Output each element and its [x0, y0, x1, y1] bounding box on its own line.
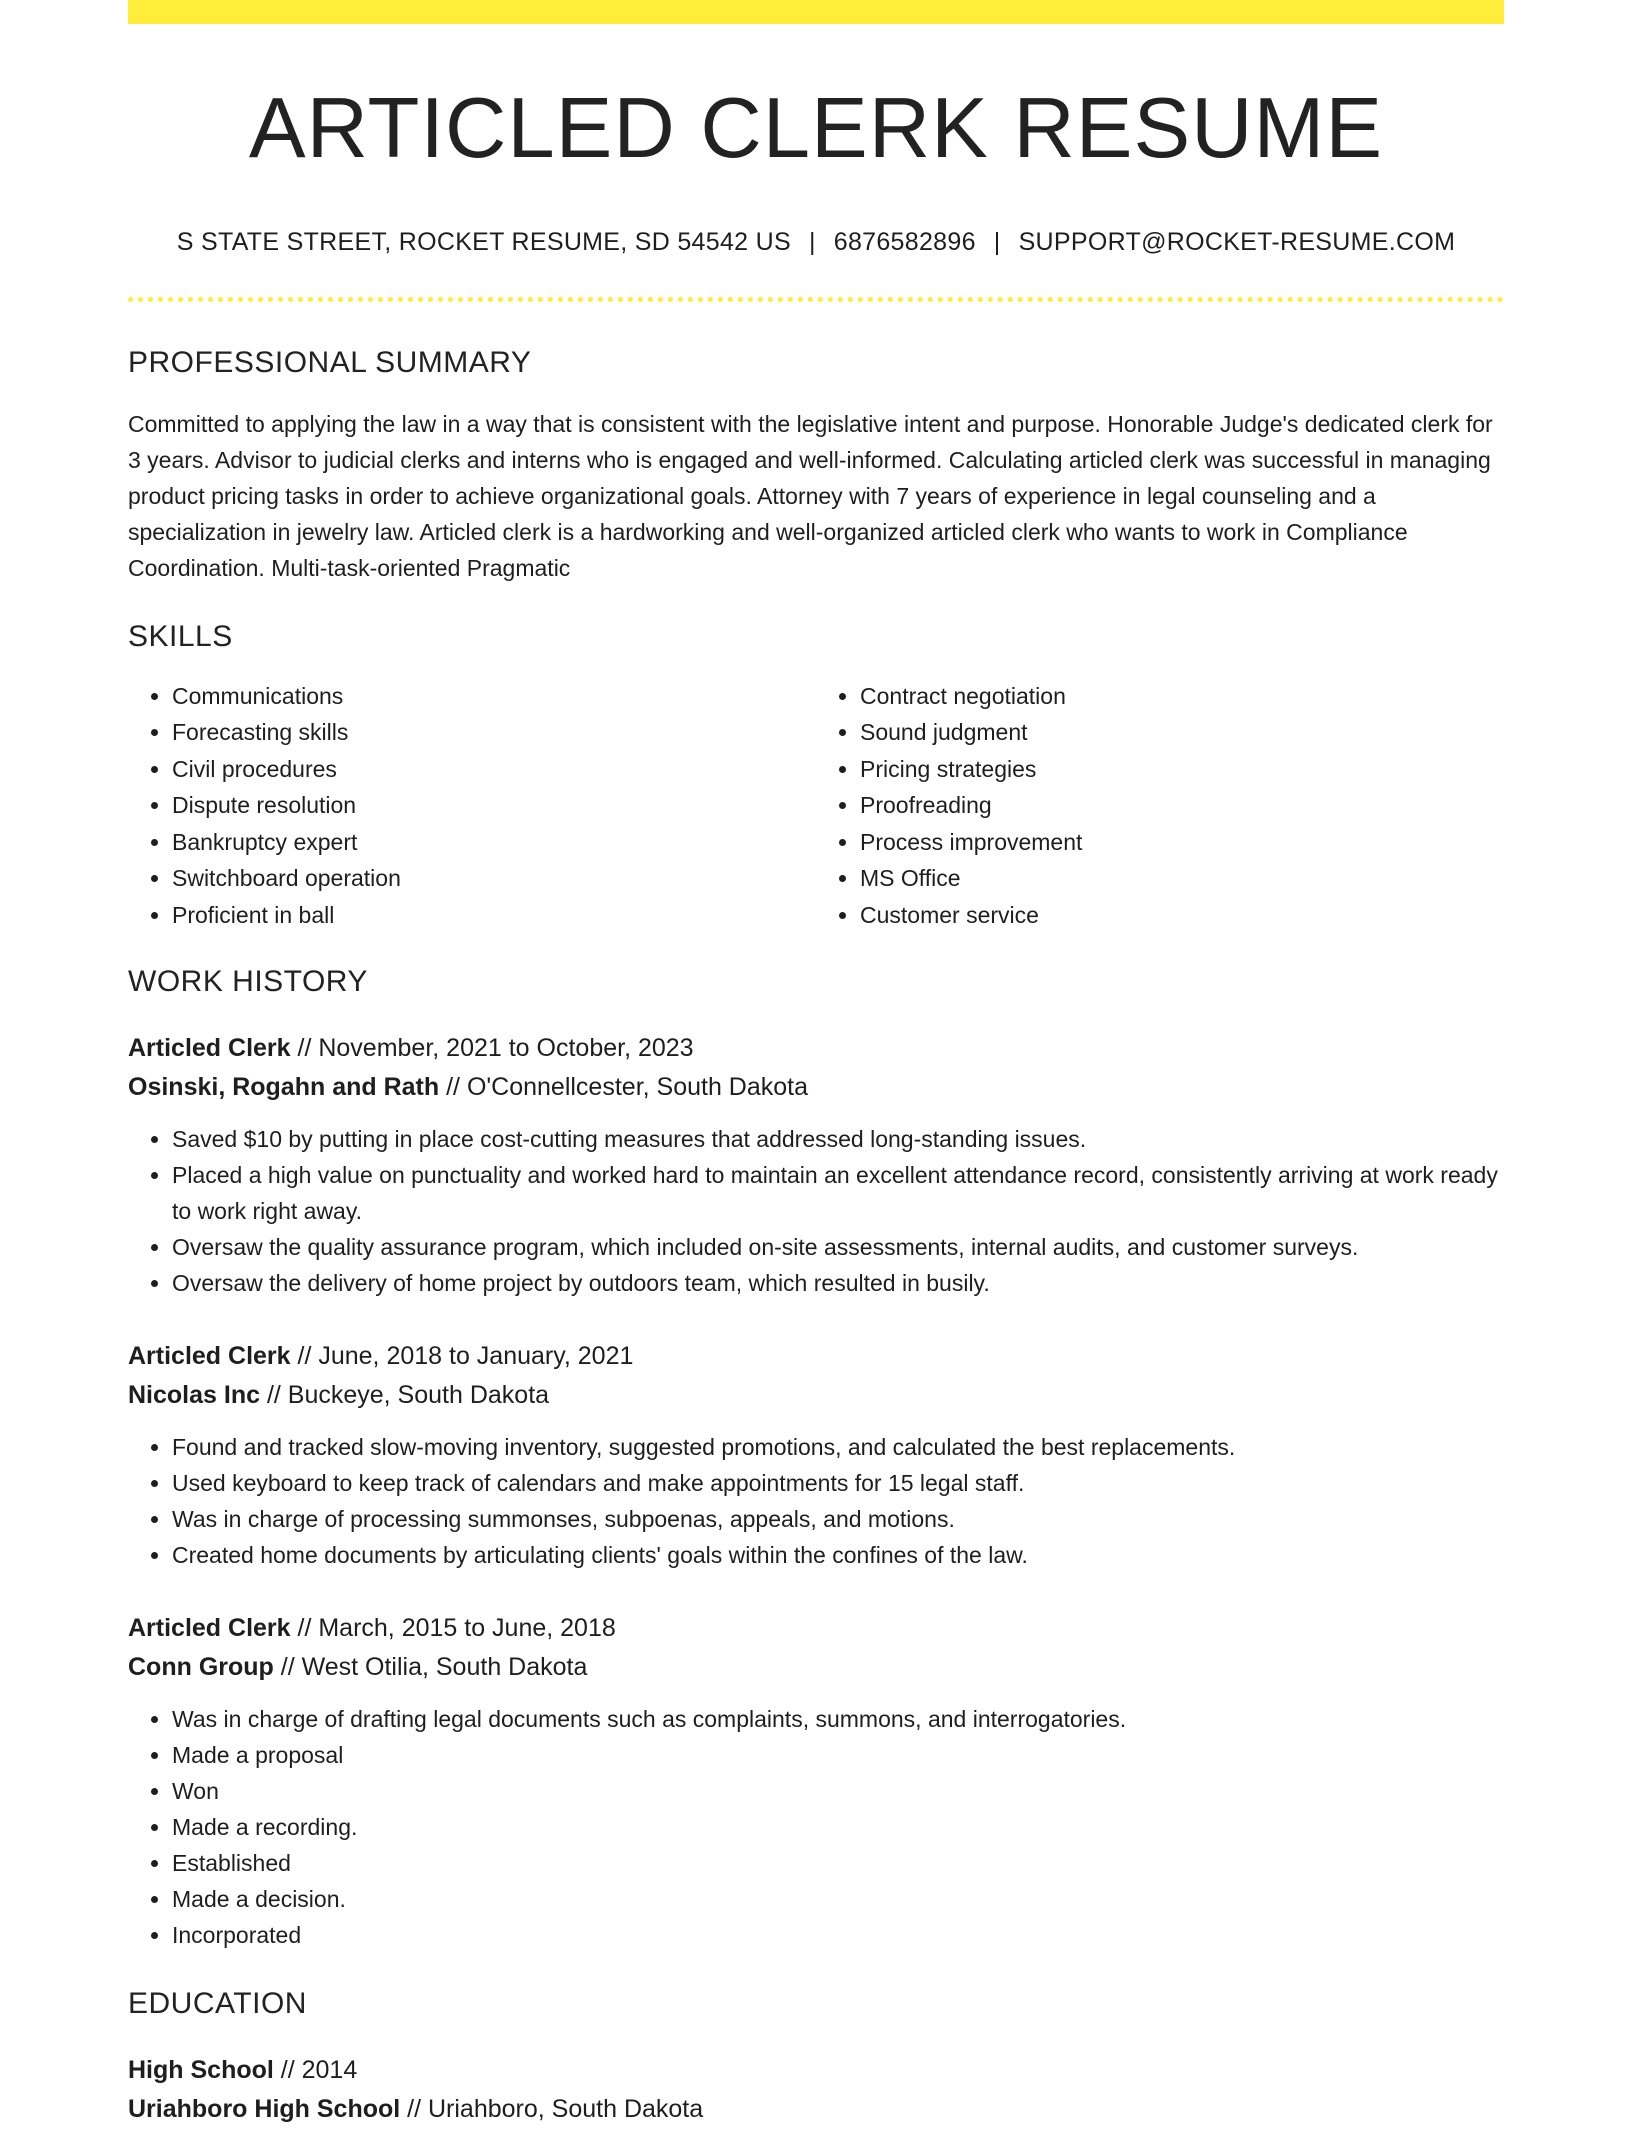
job-bullet: • Made a decision. [172, 1881, 1504, 1917]
contact-separator: | [993, 227, 1001, 256]
school-location: // Uriahboro, South Dakota [400, 2095, 704, 2123]
degree: High School [128, 2056, 274, 2084]
job-entry [128, 1337, 1504, 1573]
skill-item: • Dispute resolution [172, 787, 816, 824]
education-entry [128, 2051, 1504, 2129]
skills-heading: SKILLS [128, 619, 233, 653]
top-accent-bar [128, 0, 1504, 24]
skill-item: • Customer service [860, 897, 1504, 934]
skill-item: • Forecasting skills [172, 714, 816, 751]
resume-page [128, 0, 1504, 2129]
work-history-section [128, 965, 1504, 1953]
job-dates: // November, 2021 to October, 2023 [290, 1034, 694, 1062]
job-bullet: • Placed a high value on punctuality and worked hard to maintain an excellent attendance record, consistently arriving at work ready to work right away. [172, 1157, 1504, 1229]
job-bullets [128, 1701, 1504, 1953]
job-bullet: • Was in charge of drafting legal documents such as complaints, summons, and interrogatories. [172, 1701, 1504, 1737]
job-bullet: • Used keyboard to keep track of calendars and make appointments for 15 legal staff. [172, 1465, 1504, 1501]
job-bullet: • Saved $10 by putting in place cost-cutting measures that addressed long-standing issues. [172, 1121, 1504, 1157]
skill-item: • Proficient in ball [172, 897, 816, 934]
dotted-divider [128, 297, 1504, 302]
skills-list-right [816, 678, 1504, 934]
skill-item: • Sound judgment [860, 714, 1504, 751]
job-dates: // March, 2015 to June, 2018 [290, 1614, 616, 1642]
job-bullets [128, 1429, 1504, 1573]
job-entry [128, 1609, 1504, 1953]
skills-list-left [128, 678, 816, 934]
job-bullet: • Established [172, 1845, 1504, 1881]
job-bullet: • Oversaw the delivery of home project by outdoors team, which resulted in busily. [172, 1265, 1504, 1301]
job-bullet: • Found and tracked slow-moving inventory, suggested promotions, and calculated the best replacements. [172, 1429, 1504, 1465]
job-title-line [128, 1609, 1504, 1648]
skill-item: • Switchboard operation [172, 860, 816, 897]
email-link[interactable]: SUPPORT@ROCKET-RESUME.COM [1018, 227, 1456, 256]
job-bullet: • Won [172, 1773, 1504, 1809]
job-bullets [128, 1121, 1504, 1301]
skill-item: • MS Office [860, 860, 1504, 897]
job-company-line [128, 1068, 1504, 1107]
job-company-line [128, 1648, 1504, 1687]
graduation-year: // 2014 [273, 2056, 358, 2084]
job-title: Articled Clerk [128, 1342, 291, 1370]
page-title: ARTICLED CLERK RESUME [248, 81, 1384, 176]
phone-text: 6876582896 [833, 227, 976, 256]
skill-item: • Communications [172, 678, 816, 715]
job-company: Nicolas Inc [128, 1381, 260, 1409]
job-company: Conn Group [128, 1653, 274, 1681]
education-heading: EDUCATION [128, 1987, 307, 2020]
school-line [128, 2090, 1504, 2129]
skill-item: • Bankruptcy expert [172, 824, 816, 861]
address-text: S STATE STREET, ROCKET RESUME, SD 54542 US [176, 227, 791, 256]
skills-columns [128, 678, 1504, 934]
job-title-line [128, 1337, 1504, 1376]
job-title: Articled Clerk [128, 1614, 291, 1642]
job-location: // Buckeye, South Dakota [260, 1381, 550, 1409]
work-history-heading: WORK HISTORY [128, 965, 368, 998]
school-name: Uriahboro High School [128, 2095, 401, 2123]
job-bullet: • Made a proposal [172, 1737, 1504, 1773]
job-bullet: • Incorporated [172, 1917, 1504, 1953]
job-dates: // June, 2018 to January, 2021 [290, 1342, 634, 1370]
skill-item: • Pricing strategies [860, 751, 1504, 788]
summary-heading: PROFESSIONAL SUMMARY [128, 345, 532, 379]
summary-section [128, 346, 1504, 586]
job-location: // O'Connellcester, South Dakota [439, 1073, 809, 1101]
job-bullet: • Made a recording. [172, 1809, 1504, 1845]
contact-separator: | [808, 227, 816, 256]
job-entry [128, 1029, 1504, 1301]
education-section [128, 1987, 1504, 2129]
job-bullet: • Was in charge of processing summonses, subpoenas, appeals, and motions. [172, 1501, 1504, 1537]
job-location: // West Otilia, South Dakota [273, 1653, 588, 1681]
job-company-line [128, 1376, 1504, 1415]
skill-item: • Civil procedures [172, 751, 816, 788]
job-bullet: • Created home documents by articulating clients' goals within the confines of the law. [172, 1537, 1504, 1573]
skill-item: • Proofreading [860, 787, 1504, 824]
degree-line [128, 2051, 1504, 2090]
job-title-line [128, 1029, 1504, 1068]
job-title: Articled Clerk [128, 1034, 291, 1062]
summary-text: Committed to applying the law in a way that is consistent with the legislative intent and purpose. Honorable Judge's dedicated clerk for 3 years. Advisor to judicial clerks and interns who is engaged and well-informed. Calculating articled clerk was successful in managing product pricing tasks in order to achieve organizational goals. Attorney with 7 years of experience in legal counseling and a specialization in jewelry law. Articled clerk is a hardworking and well-organized articled clerk who wants to work in Compliance Coordination. Multi-task-oriented Pragmatic [128, 410, 1493, 581]
contact-line [128, 228, 1504, 257]
skill-item: • Contract negotiation [860, 678, 1504, 715]
skills-section [128, 620, 1504, 934]
skill-item: • Process improvement [860, 824, 1504, 861]
job-company: Osinski, Rogahn and Rath [128, 1073, 440, 1101]
job-bullet: • Oversaw the quality assurance program, which included on-site assessments, internal audits, and customer surveys. [172, 1229, 1504, 1265]
